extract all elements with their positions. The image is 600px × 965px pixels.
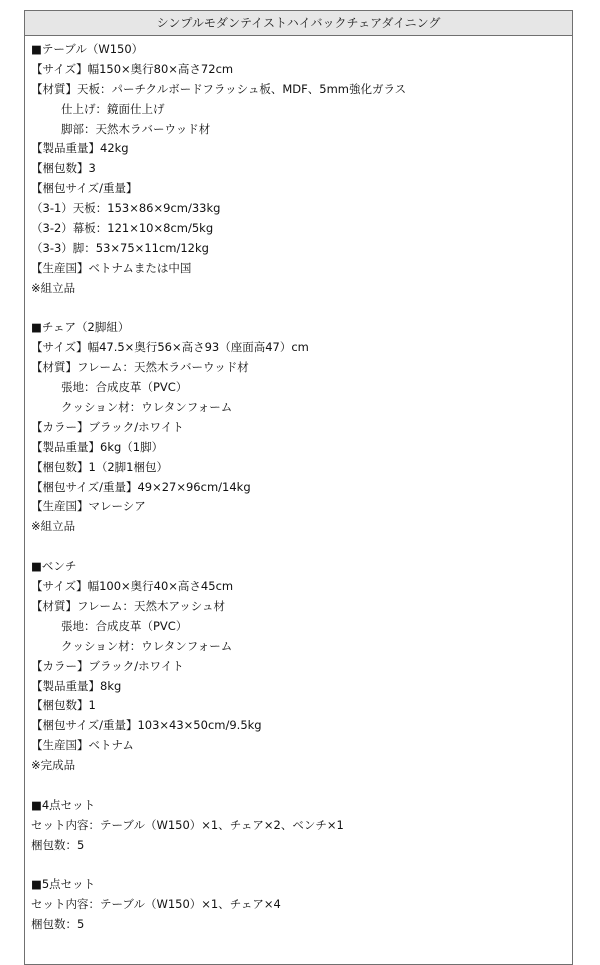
spec-line: （3-1）天板：153×86×9cm/33kg bbox=[31, 201, 221, 216]
spec-title: シンプルモダンテイストハイバックチェアダイニング bbox=[25, 11, 572, 36]
spec-section bbox=[31, 557, 568, 776]
spec-line: 張地：合成皮革（PVC） bbox=[61, 618, 188, 633]
section-heading: ■4点セット bbox=[31, 797, 96, 812]
spec-line: 【生産国】ベトナムまたは中国 bbox=[31, 260, 192, 275]
section-heading: ■テーブル（W150） bbox=[31, 42, 144, 56]
spec-line: ※組立品 bbox=[31, 280, 76, 295]
spec-line: セット内容：テーブル（W150）×1、チェア×2、ベンチ×1 bbox=[31, 817, 344, 832]
spec-line: 【生産国】ベトナム bbox=[31, 738, 134, 753]
section-heading: ■5点セット bbox=[31, 877, 96, 892]
spec-line: ※完成品 bbox=[31, 758, 76, 773]
spec-line: 【サイズ】幅100×奥行40×高さ45cm bbox=[31, 579, 234, 594]
section-gap bbox=[31, 299, 568, 319]
spec-line: クッション材：ウレタンフォーム bbox=[61, 400, 233, 415]
spec-line: 仕上げ：鏡面仕上げ bbox=[61, 101, 165, 116]
spec-line: 【サイズ】幅150×奥行80×高さ72cm bbox=[31, 61, 234, 76]
spec-line: 梱包数：5 bbox=[31, 917, 85, 932]
spec-line: ※組立品 bbox=[31, 519, 76, 534]
spec-section bbox=[31, 40, 568, 299]
spec-line: 【カラー】ブラック/ホワイト bbox=[31, 419, 184, 434]
spec-line: 【製品重量】8kg bbox=[31, 678, 122, 693]
section-heading: ■チェア（2脚組） bbox=[31, 320, 130, 335]
spec-line: 【製品重量】42kg bbox=[31, 141, 129, 156]
spec-content bbox=[31, 40, 568, 935]
section-gap bbox=[31, 537, 568, 557]
spec-line: 梱包数：5 bbox=[31, 837, 85, 852]
spec-table bbox=[24, 10, 573, 965]
spec-line: 【梱包数】1（2脚1梱包） bbox=[31, 459, 168, 474]
spec-line: 【梱包数】3 bbox=[31, 161, 96, 176]
spec-line: 【梱包サイズ/重量】 bbox=[31, 181, 138, 196]
spec-line: セット内容：テーブル（W150）×1、チェア×4 bbox=[31, 897, 281, 912]
spec-line: 【製品重量】6kg（1脚） bbox=[31, 439, 164, 454]
spec-line: （3-2）幕板：121×10×8cm/5kg bbox=[31, 221, 214, 236]
spec-line: 張地：合成皮革（PVC） bbox=[61, 380, 188, 395]
section-gap bbox=[31, 856, 568, 876]
spec-line: 脚部：天然木ラバーウッド材 bbox=[61, 121, 211, 136]
spec-section bbox=[31, 796, 568, 856]
spec-line: 【生産国】マレーシア bbox=[31, 499, 146, 514]
spec-line: （3-3）脚：53×75×11cm/12kg bbox=[31, 240, 209, 255]
spec-line: 【サイズ】幅47.5×奥行56×高さ93（座面高47）cm bbox=[31, 340, 309, 355]
section-heading: ■ベンチ bbox=[31, 559, 77, 574]
spec-line: 【材質】フレーム：天然木ラバーウッド材 bbox=[31, 360, 249, 375]
spec-line: 【カラー】ブラック/ホワイト bbox=[31, 658, 184, 673]
spec-line: 【梱包サイズ/重量】103×43×50cm/9.5kg bbox=[31, 718, 262, 733]
section-gap bbox=[31, 776, 568, 796]
spec-line: クッション材：ウレタンフォーム bbox=[61, 638, 233, 653]
spec-line: 【梱包数】1 bbox=[31, 698, 96, 713]
spec-line: 【材質】フレーム：天然木アッシュ材 bbox=[31, 598, 226, 613]
spec-line: 【梱包サイズ/重量】49×27×96cm/14kg bbox=[31, 479, 251, 494]
spec-line: 【材質】天板：パーチクルボードフラッシュ板、MDF、5mm強化ガラス bbox=[31, 81, 407, 96]
spec-section bbox=[31, 875, 568, 935]
spec-section bbox=[31, 318, 568, 537]
